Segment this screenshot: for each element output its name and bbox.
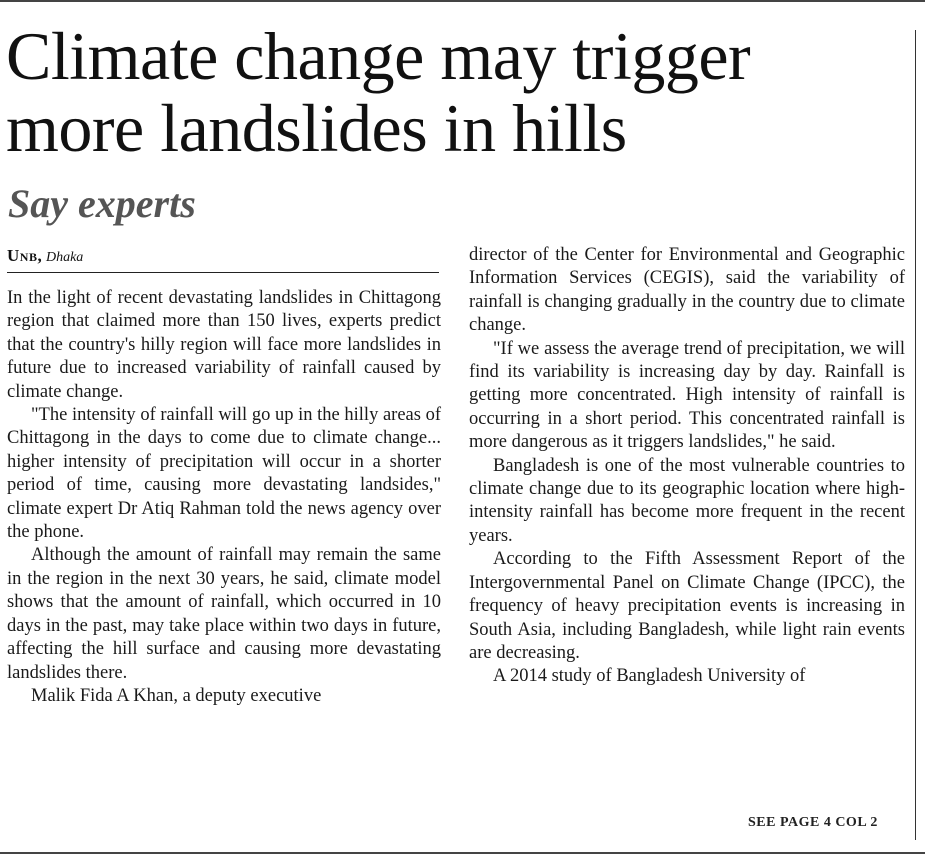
paragraph: A 2014 study of Bangladesh University of bbox=[493, 666, 806, 687]
byline-rule bbox=[7, 272, 439, 273]
paragraph: Malik Fida A Khan, a deputy executive bbox=[31, 685, 322, 706]
bottom-rule bbox=[0, 852, 925, 854]
paragraph: "The intensity of rainfall will go up in the hilly areas of Chittagong in the days to come due to climate change... higher intensity of precipitation will occur in a shorter period of time, causing more devastating landsides," climate expert Dr Atiq Rahman told the news agency over the phone. bbox=[7, 405, 441, 543]
paragraph: According to the Fifth Assessment Report of the Intergovernmental Panel on Climate Change (IPCC), the frequency of heavy precipitation events is increasing in South Asia, including Bangladesh, while light rain events are decreasing. bbox=[469, 549, 905, 663]
headline-line-2: more landslides in hills bbox=[6, 90, 627, 166]
byline-place: Dhaka bbox=[45, 250, 84, 265]
headline-line-1: Climate change may trigger bbox=[6, 18, 751, 94]
paragraph: In the light of recent devastating landslides in Chittagong region that claimed more than 150 lives, experts predict that the country's hilly region will face more landslides in future due to increased variability of rainfall caused by climate change. bbox=[7, 288, 441, 402]
headline bbox=[6, 20, 906, 164]
paragraph: director of the Center for Environmental and Geographic Information Services (CEGIS), said the variability of rainfall is changing gradually in the country due to climate change. bbox=[469, 245, 905, 336]
article-column-1 bbox=[7, 287, 441, 708]
continued-jump-line: SEE PAGE 4 COL 2 bbox=[748, 815, 878, 830]
top-rule bbox=[0, 0, 925, 2]
paragraph: Although the amount of rainfall may remain the same in the region in the next 30 years, he said, climate model shows that the amount of rainfall, which occurred in 10 days in the past, may take place within two days in future, affecting the hill surface and causing more devastating landslides there. bbox=[7, 545, 441, 683]
column-rule-right bbox=[915, 30, 916, 840]
byline-agency: Unb, bbox=[7, 246, 43, 265]
subheadline: Say experts bbox=[8, 181, 196, 226]
article-column-2 bbox=[469, 244, 905, 689]
paragraph: "If we assess the average trend of precipitation, we will find its variability is increasing day by day. Rainfall is getting more concentrated. High intensity of rainfall is occurring in a short period. This concentrated rainfall is more dangerous as it triggers landslides," he said. bbox=[469, 338, 905, 453]
byline bbox=[7, 246, 83, 266]
paragraph: Bangladesh is one of the most vulnerable countries to climate change due to its geographic location where high-intensity rainfall has become more frequent in the recent years. bbox=[469, 455, 905, 546]
